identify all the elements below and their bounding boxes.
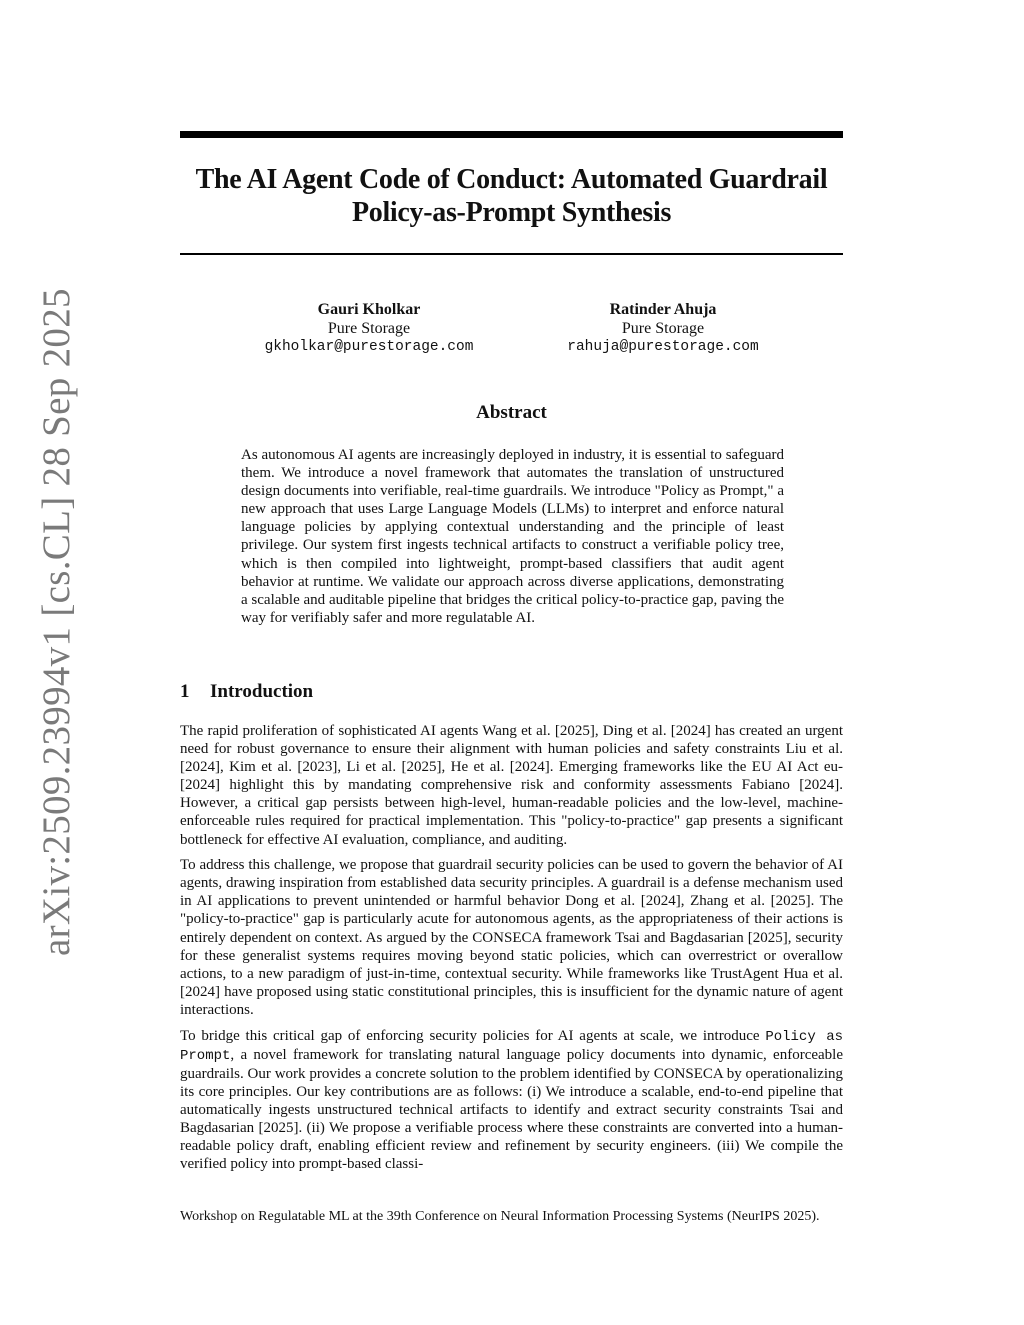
author-block-2 (513, 300, 813, 357)
paper-title-line-2: Policy-as-Prompt Synthesis (351, 197, 672, 228)
paper-title (180, 163, 843, 229)
paper-title-line-1: The AI Agent Code of Conduct: Automated Guardrail (195, 164, 828, 195)
intro-paragraph-3-rest: , a novel framework for translating natural language policy documents into dynamic, enforceable guardrails. Our work provides a concrete solution to the problem identified by CONSECA by operationalizing its core principles. Our key contributions are as follows: (i) We introduce a scalable, end-to-end pipeline that automatically ingests unstructured technical artifacts to identify and extract security constraints Tsai and Bagdasarian [2025]. (ii) We propose a verifiable process where these constraints are converted into a human-readable policy draft, enabling efficient review and refinement by security engineers. (iii) We compile the verified policy into prompt-based classi- (180, 1046, 843, 1173)
author-affiliation: Pure Storage (621, 320, 705, 337)
venue-footnote: Workshop on Regulatable ML at the 39th Conference on Neural Information Processing Systems (NeurIPS 2025). (180, 1209, 820, 1224)
author-name: Gauri Kholkar (317, 301, 421, 318)
arxiv-identifier-stamp: arXiv:2509.23994v1 [cs.CL] 28 Sep 2025 (35, 288, 78, 956)
framework-name-code: Policy as Prompt (180, 1028, 843, 1064)
author-email[interactable]: gkholkar@purestorage.com (264, 339, 474, 355)
intro-paragraph-3 (180, 1027, 843, 1174)
intro-paragraph-2: To address this challenge, we propose that guardrail security policies can be used to govern the behavior of AI agents, drawing inspiration from established data security principles. A guardrail is a defense mechanism used in AI applications to prevent unintended or harmful behavior Dong et al. [2024], Zhang et al. [2025]. The "policy-to-practice" gap is particularly acute for autonomous agents, as the appropriateness of their actions is entirely dependent on context. As argued by the CONSECA framework Tsai and Bagdasarian [2025], security for these generalist systems requires moving beyond static policies, which can overrestrict or overallow actions, to a new paradigm of just-in-time, contextual security. While frameworks like TrustAgent Hua et al. [2024] have proposed using static constitutional principles, this is insufficient for the dynamic nature of agent interactions. (180, 857, 843, 1018)
author-affiliation: Pure Storage (327, 320, 411, 337)
introduction-body (180, 722, 843, 1181)
title-top-rule (180, 131, 843, 138)
intro-paragraph-1: The rapid proliferation of sophisticated AI agents Wang et al. [2025], Ding et al. [2024] has created an urgent need for robust governance to ensure their alignment with human policies and safety constraints Liu et al. [2024], Kim et al. [2023], Li et al. [2025], He et al. [2024]. Emerging frameworks like the EU AI Act eu- [2024] highlight this by mandating comprehensive risk and conformity assessments Fabiano [2024]. However, a critical gap persists between high-level, human-readable policies and the low-level, machine-enforceable rules required for practical implementation. This "policy-to-practice" gap presents a significant bottleneck for effective AI evaluation, compliance, and auditing. (180, 723, 843, 848)
author-block-1 (219, 300, 519, 357)
intro-paragraph-3-lead: To bridge this critical gap of enforcing security policies for AI agents at scale, we introduce (180, 1027, 766, 1044)
author-email[interactable]: rahuja@purestorage.com (567, 339, 759, 355)
title-bottom-rule (180, 253, 843, 255)
section-heading-introduction (180, 681, 313, 703)
section-number: 1 (180, 681, 190, 702)
section-title: Introduction (210, 681, 314, 702)
abstract-body: As autonomous AI agents are increasingly deployed in industry, it is essential to safeguard them. We introduce a novel framework that automates the translation of unstructured design documents into verifiable, real-time guardrails. We introduce "Policy as Prompt," a new approach that uses Large Language Models (LLMs) to interpret and enforce natural language policies by applying contextual understanding and the principle of least privilege. Our system first ingests technical artifacts to construct a verifiable policy tree, which is then compiled into lightweight, prompt-based classifiers that audit agent behavior at runtime. We validate our approach across diverse applications, demonstrating a scalable and auditable pipeline that bridges the critical policy-to-practice gap, paving the way for verifiably safer and more regulatable AI. (241, 447, 784, 626)
abstract-heading: Abstract (476, 402, 547, 423)
author-name: Ratinder Ahuja (609, 301, 717, 318)
